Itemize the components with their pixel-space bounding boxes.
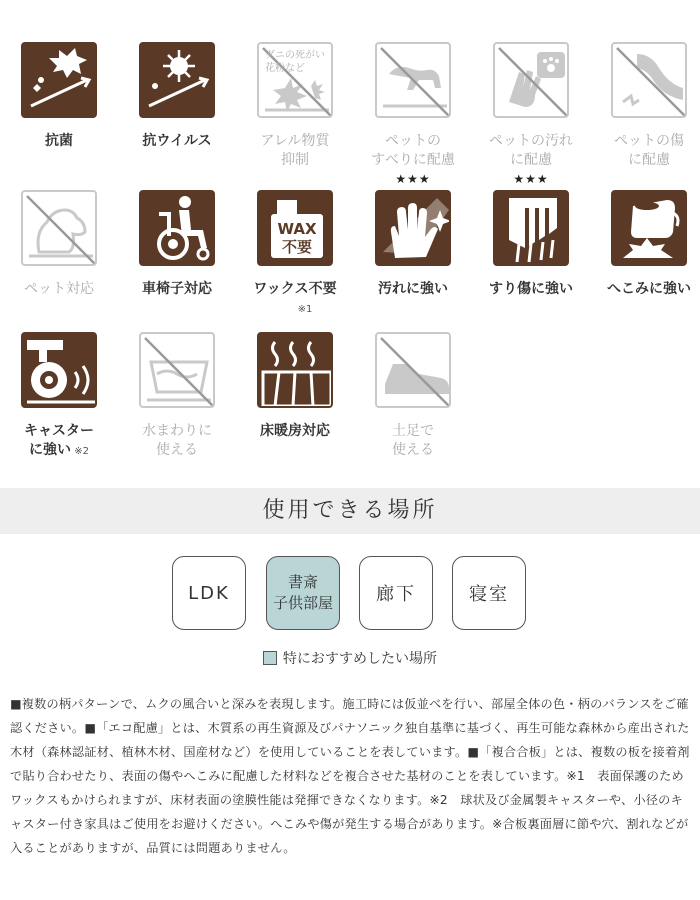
- place-4: [452, 556, 526, 630]
- allergen-icon: [257, 42, 333, 118]
- place-label: 廊下: [376, 584, 416, 605]
- stain-resistant-icon: [375, 190, 451, 266]
- section-title: 使用できる場所: [262, 498, 438, 523]
- legend: [0, 648, 700, 668]
- description-text: ■複数の柄パターンで、ムクの風合いと深みを表現します。施工時には仮並べを行い、部屋全体の色・柄のバランスをご確認ください。■「エコ配慮」とは、木質系の再生資源及びパナソニック独自基準に基づく、再生可能な森林から産出された木材（森林認証材、植林木材、国産材など）を使用していることを表しています。■「複合合板」とは、複数の板を接着剤で貼り合わせたり、表面の傷やへこみに配慮した材料などを複合させた基材のことを表しています。※1 表面保護のためワックスもかけられますが、床材表面の塗膜性能は発揮できなくなります。※2 球状及び金属製キャスターや、小径のキャスター付き家具はご使用をお避けください。へこみや傷が発生する場合があります。※合板裏面層に節や穴、割れなどが入ることがありますが、品質には問題ありません。: [10, 697, 690, 855]
- feature-label-line: キャスター: [24, 423, 94, 439]
- feature-label-line: 汚れに強い: [378, 281, 448, 297]
- icon-caption: 不要: [281, 238, 313, 256]
- feature-label: [0, 132, 118, 151]
- feature-label-line: 使える: [156, 442, 198, 458]
- place-label: 書斎: [287, 573, 318, 591]
- feature-label-line: 土足で: [392, 423, 434, 439]
- icon-caption: 花粉など: [265, 63, 305, 74]
- feature-label-line: 使える: [392, 442, 434, 458]
- place-label: 寝室: [469, 584, 509, 605]
- feature-label: [236, 422, 354, 441]
- feature-label-line: すべりに配慮: [371, 152, 455, 168]
- water-area-icon: [139, 332, 215, 408]
- place-2: [266, 556, 340, 630]
- feature-label: [472, 132, 590, 170]
- feature-label-line: ペットの傷: [614, 133, 684, 149]
- feature-label-line: 水まわりに: [142, 423, 212, 439]
- feature-label: [236, 280, 354, 319]
- feature-label: [118, 280, 236, 299]
- feature-label-line: 床暖房対応: [260, 423, 330, 439]
- feature-label-line: 車椅子対応: [142, 281, 212, 297]
- feature-label-line: に配慮: [510, 152, 552, 168]
- place-label: 子供部屋: [272, 594, 333, 612]
- feature-note: ※1: [297, 304, 313, 315]
- feature-label: [472, 280, 590, 299]
- dent-resistant-icon: [611, 190, 687, 266]
- feature-label-line: へこみに強い: [607, 281, 691, 297]
- icon-caption: ダニの死がい: [265, 50, 325, 61]
- places-row: [0, 556, 700, 630]
- feature-label-line: アレル物質: [260, 133, 330, 149]
- place-label: LDK: [188, 582, 230, 604]
- feature-label: [354, 422, 472, 460]
- legend-text: 特におすすめしたい場所: [282, 651, 438, 667]
- feature-label: [590, 132, 700, 170]
- wheelchair-icon: [139, 190, 215, 266]
- icon-caption: WAX: [277, 220, 317, 238]
- rating-stars: ★★★: [513, 172, 549, 186]
- feature-label: [354, 132, 472, 170]
- feature-label-line: 抗ウイルス: [142, 133, 212, 149]
- feature-note: ※2: [71, 446, 89, 457]
- feature-label: [0, 280, 118, 299]
- caster-icon: [21, 332, 97, 408]
- shoes-icon: [375, 332, 451, 408]
- feature-label-line: 抑制: [281, 152, 309, 168]
- antivirus-icon: [139, 42, 215, 118]
- feature-label: [0, 422, 118, 461]
- pet-icon: [21, 190, 97, 266]
- wax-free-icon: [257, 190, 333, 266]
- feature-label-line: 抗菌: [45, 133, 73, 149]
- feature-label-line: ペットの: [385, 133, 441, 149]
- pet-stain-icon: [493, 42, 569, 118]
- feature-label-line: すり傷に強い: [489, 281, 573, 297]
- feature-label: [236, 132, 354, 170]
- pet-scratch-icon: [611, 42, 687, 118]
- feature-label: [118, 132, 236, 151]
- section-header: [0, 488, 700, 534]
- pet-slip-icon: [375, 42, 451, 118]
- feature-label-line: に配慮: [628, 152, 670, 168]
- feature-label-line: ペット対応: [24, 281, 94, 297]
- scratch-resistant-icon: [493, 190, 569, 266]
- place-3: [359, 556, 433, 630]
- feature-label: [118, 422, 236, 460]
- legend-swatch: [263, 651, 277, 665]
- feature-label: [354, 280, 472, 299]
- feature-label-line: ペットの汚れ: [489, 133, 573, 149]
- floor-heating-icon: [257, 332, 333, 408]
- rating-stars: ★★★: [395, 172, 431, 186]
- place-1: [172, 556, 246, 630]
- feature-label-line: に強い: [29, 442, 72, 458]
- antibacterial-icon: [21, 42, 97, 118]
- feature-label-line: ワックス不要: [253, 281, 337, 297]
- feature-label: [590, 280, 700, 299]
